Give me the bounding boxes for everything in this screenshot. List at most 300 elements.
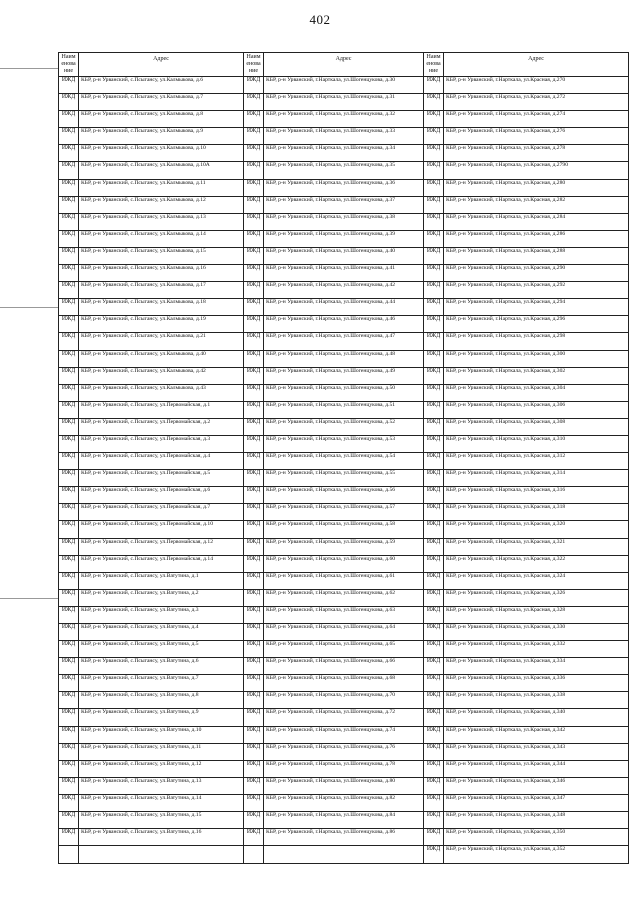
table-row — [59, 435, 629, 452]
cell-address: КБР, р-н Урванский, г.Нарткала, ул.Шогенцукова, д.57 — [264, 504, 424, 521]
cell-address: КБР, р-н Урванский, г.Нарткала, ул.Шогенцукова, д.65 — [264, 641, 424, 658]
cell-type: ИЖД — [424, 350, 444, 367]
cell-type: ИЖД — [59, 367, 79, 384]
cell-address: КБР, р-н Урванский, г.Нарткала, ул.Шогенцукова, д.80 — [264, 777, 424, 794]
cell-type: ИЖД — [244, 282, 264, 299]
table-row — [59, 812, 629, 829]
cell-type: ИЖД — [424, 675, 444, 692]
cell-address: КБР, р-н Урванский, г.Нарткала, ул.Красная, д.278 — [444, 145, 629, 162]
cell-address: КБР, р-н Урванский, г.Нарткала, ул.Шогенцукова, д.33 — [264, 128, 424, 145]
cell-address: КБР, р-н Урванский, г.Нарткала, ул.Красная, д.314 — [444, 470, 629, 487]
cell-type: ИЖД — [244, 162, 264, 179]
cell-address: КБР, р-н Урванский, г.Нарткала, ул.Красная, д.274 — [444, 111, 629, 128]
table-row — [59, 794, 629, 811]
cell-type: ИЖД — [424, 145, 444, 162]
cell-address: КБР, р-н Урванский, с.Псыгансу, ул.Первомайская, д.4 — [79, 453, 244, 470]
table-row — [59, 777, 629, 794]
cell-address: КБР, р-н Урванский, с.Псыгансу, ул.Ватутина, д.11 — [79, 743, 244, 760]
cell-type: ИЖД — [59, 196, 79, 213]
cell-type: ИЖД — [59, 282, 79, 299]
cell-type: ИЖД — [424, 418, 444, 435]
cell-address: КБР, р-н Урванский, г.Нарткала, ул.Шогенцукова, д.66 — [264, 658, 424, 675]
cell-type: ИЖД — [244, 128, 264, 145]
cell-address: КБР, р-н Урванский, г.Нарткала, ул.Красная, д.280 — [444, 179, 629, 196]
cell-type: ИЖД — [244, 555, 264, 572]
cell-address: КБР, р-н Урванский, г.Нарткала, ул.Красная, д.316 — [444, 487, 629, 504]
table-row — [59, 624, 629, 641]
cell-type: ИЖД — [244, 196, 264, 213]
cell-type: ИЖД — [244, 299, 264, 316]
table-row — [59, 196, 629, 213]
table-row — [59, 743, 629, 760]
cell-type: ИЖД — [424, 401, 444, 418]
cell-type: ИЖД — [59, 487, 79, 504]
table-body — [59, 77, 629, 864]
cell-type: ИЖД — [59, 111, 79, 128]
cell-address: КБР, р-н Урванский, г.Нарткала, ул.Шогенцукова, д.51 — [264, 401, 424, 418]
cell-type: ИЖД — [59, 453, 79, 470]
cell-type: ИЖД — [424, 299, 444, 316]
cell-type: ИЖД — [244, 367, 264, 384]
cell-address: КБР, р-н Урванский, г.Нарткала, ул.Красная, д.288 — [444, 247, 629, 264]
cell-address: КБР, р-н Урванский, с.Псыгансу, ул.Первомайская, д.14 — [79, 555, 244, 572]
cell-address: КБР, р-н Урванский, г.Нарткала, ул.Шогенцукова, д.42 — [264, 282, 424, 299]
cell-type: ИЖД — [244, 658, 264, 675]
cell-address: КБР, р-н Урванский, с.Псыгансу, ул.Калмыкова, д.42 — [79, 367, 244, 384]
table-row — [59, 77, 629, 94]
cell-type: ИЖД — [424, 265, 444, 282]
cell-type: ИЖД — [244, 265, 264, 282]
cell-address: КБР, р-н Урванский, г.Нарткала, ул.Шогенцукова, д.63 — [264, 606, 424, 623]
cell-type: ИЖД — [424, 794, 444, 811]
page-number: 402 — [309, 12, 331, 27]
cell-type: ИЖД — [244, 145, 264, 162]
cell-address: КБР, р-н Урванский, г.Нарткала, ул.Шогенцукова, д.37 — [264, 196, 424, 213]
cell-address: КБР, р-н Урванский, с.Псыгансу, ул.Ватутина, д.12 — [79, 760, 244, 777]
cell-type: ИЖД — [59, 829, 79, 846]
cell-address: КБР, р-н Урванский, г.Нарткала, ул.Шогенцукова, д.35 — [264, 162, 424, 179]
cell-address: КБР, р-н Урванский, с.Псыгансу, ул.Калмыкова, д.21 — [79, 333, 244, 350]
table-row — [59, 230, 629, 247]
table-row — [59, 128, 629, 145]
cell-type: ИЖД — [424, 812, 444, 829]
cell-address: КБР, р-н Урванский, г.Нарткала, ул.Шогенцукова, д.82 — [264, 794, 424, 811]
table-row — [59, 709, 629, 726]
cell-type — [244, 846, 264, 864]
cell-type: ИЖД — [59, 760, 79, 777]
table-row — [59, 675, 629, 692]
cell-address: КБР, р-н Урванский, г.Нарткала, ул.Шогенцукова, д.68 — [264, 675, 424, 692]
cell-address: КБР, р-н Урванский, г.Нарткала, ул.Шогенцукова, д.44 — [264, 299, 424, 316]
table-row — [59, 316, 629, 333]
cell-address: КБР, р-н Урванский, г.Нарткала, ул.Шогенцукова, д.86 — [264, 829, 424, 846]
cell-type: ИЖД — [59, 504, 79, 521]
cell-type: ИЖД — [59, 606, 79, 623]
cell-type: ИЖД — [244, 487, 264, 504]
cell-type: ИЖД — [59, 589, 79, 606]
cell-address: КБР, р-н Урванский, с.Псыгансу, ул.Калмыкова, д.9 — [79, 128, 244, 145]
cell-address: КБР, р-н Урванский, г.Нарткала, ул.Красная, д.326 — [444, 589, 629, 606]
cell-type: ИЖД — [244, 247, 264, 264]
table-row — [59, 572, 629, 589]
cell-address: КБР, р-н Урванский, с.Псыгансу, ул.Калмыкова, д.13 — [79, 213, 244, 230]
cell-address: КБР, р-н Урванский, г.Нарткала, ул.Красная, д.348 — [444, 812, 629, 829]
cell-address: КБР, р-н Урванский, г.Нарткала, ул.Красная, д.2790 — [444, 162, 629, 179]
cell-type: ИЖД — [59, 333, 79, 350]
cell-type: ИЖД — [424, 282, 444, 299]
cell-address: КБР, р-н Урванский, г.Нарткала, ул.Шогенцукова, д.36 — [264, 179, 424, 196]
cell-address: КБР, р-н Урванский, с.Псыгансу, ул.Калмыкова, д.12 — [79, 196, 244, 213]
cell-type: ИЖД — [244, 333, 264, 350]
cell-type: ИЖД — [244, 111, 264, 128]
cell-type: ИЖД — [424, 606, 444, 623]
cell-address: КБР, р-н Урванский, с.Псыгансу, ул.Первомайская, д.2 — [79, 418, 244, 435]
cell-address: КБР, р-н Урванский, с.Псыгансу, ул.Ватутина, д.10 — [79, 726, 244, 743]
cell-type: ИЖД — [59, 726, 79, 743]
cell-type: ИЖД — [424, 829, 444, 846]
table-row — [59, 692, 629, 709]
cell-address: КБР, р-н Урванский, с.Псыгансу, ул.Калмыкова, д.16 — [79, 265, 244, 282]
cell-address: КБР, р-н Урванский, г.Нарткала, ул.Шогенцукова, д.52 — [264, 418, 424, 435]
table-row — [59, 213, 629, 230]
cell-address: КБР, р-н Урванский, г.Нарткала, ул.Красная, д.347 — [444, 794, 629, 811]
cell-address: КБР, р-н Урванский, г.Нарткала, ул.Шогенцукова, д.47 — [264, 333, 424, 350]
cell-address: КБР, р-н Урванский, с.Псыгансу, ул.Калмыкова, д.14 — [79, 230, 244, 247]
cell-address: КБР, р-н Урванский, г.Нарткала, ул.Красная, д.343 — [444, 743, 629, 760]
cell-type: ИЖД — [424, 162, 444, 179]
cell-address: КБР, р-н Урванский, с.Псыгансу, ул.Калмыкова, д.18 — [79, 299, 244, 316]
cell-type: ИЖД — [424, 435, 444, 452]
table-row — [59, 179, 629, 196]
cell-address: КБР, р-н Урванский, г.Нарткала, ул.Шогенцукова, д.48 — [264, 350, 424, 367]
cell-address: КБР, р-н Урванский, г.Нарткала, ул.Шогенцукова, д.84 — [264, 812, 424, 829]
cell-type: ИЖД — [424, 624, 444, 641]
cell-type: ИЖД — [244, 504, 264, 521]
cell-type: ИЖД — [59, 538, 79, 555]
cell-address: КБР, р-н Урванский, г.Нарткала, ул.Красная, д.284 — [444, 213, 629, 230]
table-header-row — [59, 53, 629, 77]
cell-address: КБР, р-н Урванский, г.Нарткала, ул.Красная, д.306 — [444, 401, 629, 418]
cell-address — [79, 846, 244, 864]
cell-address: КБР, р-н Урванский, с.Псыгансу, ул.Ватутина, д.4 — [79, 624, 244, 641]
table-row — [59, 333, 629, 350]
header-type: Наим енова ние — [424, 53, 444, 77]
cell-type: ИЖД — [244, 453, 264, 470]
cell-type: ИЖД — [244, 589, 264, 606]
cell-type: ИЖД — [244, 812, 264, 829]
cell-type — [59, 846, 79, 864]
cell-address: КБР, р-н Урванский, г.Нарткала, ул.Шогенцукова, д.50 — [264, 384, 424, 401]
cell-address: КБР, р-н Урванский, г.Нарткала, ул.Красная, д.286 — [444, 230, 629, 247]
cell-address: КБР, р-н Урванский, с.Псыгансу, ул.Калмыкова, д.17 — [79, 282, 244, 299]
table-row — [59, 829, 629, 846]
cell-type: ИЖД — [424, 846, 444, 864]
cell-address: КБР, р-н Урванский, с.Псыгансу, ул.Ватутина, д.3 — [79, 606, 244, 623]
cell-address: КБР, р-н Урванский, г.Нарткала, ул.Шогенцукова, д.46 — [264, 316, 424, 333]
cell-type: ИЖД — [244, 829, 264, 846]
cell-address: КБР, р-н Урванский, с.Псыгансу, ул.Калмыкова, д.10А — [79, 162, 244, 179]
cell-type: ИЖД — [424, 316, 444, 333]
cell-type: ИЖД — [59, 794, 79, 811]
cell-type: ИЖД — [424, 726, 444, 743]
cell-type: ИЖД — [244, 675, 264, 692]
header-type: Наим енова ние — [244, 53, 264, 77]
header-type: Наим енова ние — [59, 53, 79, 77]
cell-address: КБР, р-н Урванский, г.Нарткала, ул.Шогенцукова, д.61 — [264, 572, 424, 589]
cell-type: ИЖД — [244, 213, 264, 230]
table-row — [59, 162, 629, 179]
cell-type: ИЖД — [424, 658, 444, 675]
cell-type: ИЖД — [424, 777, 444, 794]
cell-address: КБР, р-н Урванский, с.Псыгансу, ул.Ватутина, д.13 — [79, 777, 244, 794]
margin-line-left — [0, 598, 58, 599]
cell-type: ИЖД — [244, 435, 264, 452]
cell-type: ИЖД — [424, 538, 444, 555]
cell-type: ИЖД — [59, 247, 79, 264]
cell-type: ИЖД — [424, 367, 444, 384]
cell-address: КБР, р-н Урванский, г.Нарткала, ул.Шогенцукова, д.76 — [264, 743, 424, 760]
cell-address: КБР, р-н Урванский, г.Нарткала, ул.Красная, д.272 — [444, 94, 629, 111]
cell-address: КБР, р-н Урванский, г.Нарткала, ул.Шогенцукова, д.32 — [264, 111, 424, 128]
cell-address: КБР, р-н Урванский, с.Псыгансу, ул.Ватутина, д.14 — [79, 794, 244, 811]
cell-address: КБР, р-н Урванский, с.Псыгансу, ул.Первомайская, д.6 — [79, 487, 244, 504]
table-row — [59, 384, 629, 401]
cell-type: ИЖД — [424, 230, 444, 247]
cell-address: КБР, р-н Урванский, с.Псыгансу, ул.Калмыкова, д.19 — [79, 316, 244, 333]
cell-address: КБР, р-н Урванский, г.Нарткала, ул.Шогенцукова, д.60 — [264, 555, 424, 572]
cell-type: ИЖД — [244, 94, 264, 111]
cell-address: КБР, р-н Урванский, с.Псыгансу, ул.Ватутина, д.15 — [79, 812, 244, 829]
cell-type: ИЖД — [59, 658, 79, 675]
table-row — [59, 453, 629, 470]
cell-address: КБР, р-н Урванский, с.Псыгансу, ул.Ватутина, д.16 — [79, 829, 244, 846]
margin-line-left — [0, 307, 58, 308]
table-row — [59, 265, 629, 282]
cell-type: ИЖД — [244, 470, 264, 487]
cell-address: КБР, р-н Урванский, г.Нарткала, ул.Шогенцукова, д.58 — [264, 521, 424, 538]
cell-type: ИЖД — [59, 162, 79, 179]
cell-type: ИЖД — [244, 401, 264, 418]
cell-type: ИЖД — [59, 384, 79, 401]
cell-type: ИЖД — [59, 435, 79, 452]
cell-type: ИЖД — [244, 709, 264, 726]
cell-type: ИЖД — [244, 179, 264, 196]
cell-address: КБР, р-н Урванский, г.Нарткала, ул.Красная, д.282 — [444, 196, 629, 213]
cell-type: ИЖД — [59, 316, 79, 333]
cell-address: КБР, р-н Урванский, с.Псыгансу, ул.Калмыкова, д.8 — [79, 111, 244, 128]
cell-address: КБР, р-н Урванский, г.Нарткала, ул.Красная, д.276 — [444, 128, 629, 145]
cell-type: ИЖД — [244, 521, 264, 538]
cell-type: ИЖД — [424, 760, 444, 777]
cell-address: КБР, р-н Урванский, г.Нарткала, ул.Шогенцукова, д.41 — [264, 265, 424, 282]
cell-address: КБР, р-н Урванский, г.Нарткала, ул.Шогенцукова, д.59 — [264, 538, 424, 555]
cell-type: ИЖД — [59, 692, 79, 709]
cell-address: КБР, р-н Урванский, г.Нарткала, ул.Красная, д.344 — [444, 760, 629, 777]
cell-type: ИЖД — [244, 777, 264, 794]
cell-type: ИЖД — [424, 504, 444, 521]
cell-type: ИЖД — [244, 384, 264, 401]
table-row — [59, 401, 629, 418]
cell-address: КБР, р-н Урванский, с.Псыгансу, ул.Калмыкова, д.40 — [79, 350, 244, 367]
cell-address: КБР, р-н Урванский, г.Нарткала, ул.Шогенцукова, д.34 — [264, 145, 424, 162]
cell-type: ИЖД — [424, 521, 444, 538]
cell-type: ИЖД — [244, 743, 264, 760]
cell-type: ИЖД — [59, 743, 79, 760]
cell-type: ИЖД — [424, 128, 444, 145]
cell-type: ИЖД — [244, 692, 264, 709]
table-row — [59, 418, 629, 435]
cell-address: КБР, р-н Урванский, г.Нарткала, ул.Шогенцукова, д.62 — [264, 589, 424, 606]
cell-type: ИЖД — [59, 555, 79, 572]
cell-address: КБР, р-н Урванский, г.Нарткала, ул.Красная, д.302 — [444, 367, 629, 384]
cell-type: ИЖД — [424, 247, 444, 264]
table-row — [59, 538, 629, 555]
cell-type: ИЖД — [244, 316, 264, 333]
cell-address: КБР, р-н Урванский, г.Нарткала, ул.Шогенцукова, д.55 — [264, 470, 424, 487]
table-row — [59, 367, 629, 384]
cell-address: КБР, р-н Урванский, г.Нарткала, ул.Красная, д.270 — [444, 77, 629, 94]
cell-address: КБР, р-н Урванский, г.Нарткала, ул.Красная, д.350 — [444, 829, 629, 846]
cell-type: ИЖД — [59, 213, 79, 230]
cell-address: КБР, р-н Урванский, г.Нарткала, ул.Красная, д.292 — [444, 282, 629, 299]
cell-address: КБР, р-н Урванский, г.Нарткала, ул.Шогенцукова, д.53 — [264, 435, 424, 452]
cell-type: ИЖД — [424, 94, 444, 111]
cell-address — [264, 846, 424, 864]
cell-address: КБР, р-н Урванский, с.Псыгансу, ул.Ватутина, д.9 — [79, 709, 244, 726]
cell-type: ИЖД — [424, 641, 444, 658]
cell-type: ИЖД — [244, 350, 264, 367]
cell-type: ИЖД — [244, 794, 264, 811]
cell-type: ИЖД — [244, 230, 264, 247]
margin-line-left — [0, 68, 58, 69]
cell-address: КБР, р-н Урванский, с.Псыгансу, ул.Калмыкова, д.43 — [79, 384, 244, 401]
cell-type: ИЖД — [424, 77, 444, 94]
cell-address: КБР, р-н Урванский, г.Нарткала, ул.Красная, д.336 — [444, 675, 629, 692]
cell-address: КБР, р-н Урванский, г.Нарткала, ул.Шогенцукова, д.72 — [264, 709, 424, 726]
cell-address: КБР, р-н Урванский, с.Псыгансу, ул.Ватутина, д.2 — [79, 589, 244, 606]
cell-address: КБР, р-н Урванский, г.Нарткала, ул.Красная, д.332 — [444, 641, 629, 658]
table-row — [59, 589, 629, 606]
table-row — [59, 521, 629, 538]
cell-type: ИЖД — [424, 555, 444, 572]
cell-address: КБР, р-н Урванский, г.Нарткала, ул.Шогенцукова, д.30 — [264, 77, 424, 94]
cell-type: ИЖД — [59, 470, 79, 487]
cell-type: ИЖД — [244, 418, 264, 435]
cell-type: ИЖД — [59, 572, 79, 589]
cell-address: КБР, р-н Урванский, г.Нарткала, ул.Красная, д.330 — [444, 624, 629, 641]
cell-address: КБР, р-н Урванский, г.Нарткала, ул.Красная, д.338 — [444, 692, 629, 709]
cell-address: КБР, р-н Урванский, с.Псыгансу, ул.Ватутина, д.5 — [79, 641, 244, 658]
cell-address: КБР, р-н Урванский, г.Нарткала, ул.Шогенцукова, д.39 — [264, 230, 424, 247]
cell-type: ИЖД — [59, 418, 79, 435]
cell-address: КБР, р-н Урванский, г.Нарткала, ул.Красная, д.352 — [444, 846, 629, 864]
cell-type: ИЖД — [424, 333, 444, 350]
cell-type: ИЖД — [59, 709, 79, 726]
cell-address: КБР, р-н Урванский, г.Нарткала, ул.Красная, д.312 — [444, 453, 629, 470]
cell-address: КБР, р-н Урванский, с.Псыгансу, ул.Первомайская, д.1 — [79, 401, 244, 418]
cell-address: КБР, р-н Урванский, с.Псыгансу, ул.Первомайская, д.3 — [79, 435, 244, 452]
cell-address: КБР, р-н Урванский, г.Нарткала, ул.Красная, д.308 — [444, 418, 629, 435]
cell-address: КБР, р-н Урванский, г.Нарткала, ул.Шогенцукова, д.56 — [264, 487, 424, 504]
cell-type: ИЖД — [59, 675, 79, 692]
cell-address: КБР, р-н Урванский, г.Нарткала, ул.Красная, д.321 — [444, 538, 629, 555]
cell-address: КБР, р-н Урванский, г.Нарткала, ул.Шогенцукова, д.74 — [264, 726, 424, 743]
cell-type: ИЖД — [424, 572, 444, 589]
cell-type: ИЖД — [244, 624, 264, 641]
cell-address: КБР, р-н Урванский, г.Нарткала, ул.Красная, д.322 — [444, 555, 629, 572]
cell-address: КБР, р-н Урванский, г.Нарткала, ул.Красная, д.304 — [444, 384, 629, 401]
cell-address: КБР, р-н Урванский, г.Нарткала, ул.Красная, д.290 — [444, 265, 629, 282]
cell-type: ИЖД — [424, 384, 444, 401]
table-row — [59, 350, 629, 367]
cell-type: ИЖД — [59, 299, 79, 316]
cell-type: ИЖД — [424, 213, 444, 230]
cell-type: ИЖД — [244, 77, 264, 94]
cell-type: ИЖД — [59, 94, 79, 111]
table-row — [59, 846, 629, 864]
cell-address: КБР, р-н Урванский, с.Псыгансу, ул.Калмыкова, д.11 — [79, 179, 244, 196]
cell-address: КБР, р-н Урванский, г.Нарткала, ул.Шогенцукова, д.31 — [264, 94, 424, 111]
cell-address: КБР, р-н Урванский, с.Псыгансу, ул.Ватутина, д.1 — [79, 572, 244, 589]
cell-address: КБР, р-н Урванский, с.Псыгансу, ул.Первомайская, д.7 — [79, 504, 244, 521]
cell-type: ИЖД — [244, 726, 264, 743]
cell-type: ИЖД — [59, 265, 79, 282]
table-row — [59, 641, 629, 658]
cell-address: КБР, р-н Урванский, г.Нарткала, ул.Красная, д.342 — [444, 726, 629, 743]
cell-address: КБР, р-н Урванский, г.Нарткала, ул.Красная, д.346 — [444, 777, 629, 794]
table-row — [59, 145, 629, 162]
cell-address: КБР, р-н Урванский, г.Нарткала, ул.Красная, д.318 — [444, 504, 629, 521]
cell-address: КБР, р-н Урванский, с.Псыгансу, ул.Калмыкова, д.7 — [79, 94, 244, 111]
cell-address: КБР, р-н Урванский, с.Псыгансу, ул.Первомайская, д.10 — [79, 521, 244, 538]
cell-address: КБР, р-н Урванский, г.Нарткала, ул.Красная, д.324 — [444, 572, 629, 589]
cell-type: ИЖД — [59, 777, 79, 794]
cell-address: КБР, р-н Урванский, г.Нарткала, ул.Шогенцукова, д.70 — [264, 692, 424, 709]
cell-type: ИЖД — [59, 230, 79, 247]
cell-type: ИЖД — [244, 760, 264, 777]
cell-address: КБР, р-н Урванский, с.Псыгансу, ул.Калмыкова, д.10 — [79, 145, 244, 162]
cell-address: КБР, р-н Урванский, с.Псыгансу, ул.Ватутина, д.8 — [79, 692, 244, 709]
cell-address: КБР, р-н Урванский, г.Нарткала, ул.Шогенцукова, д.49 — [264, 367, 424, 384]
cell-type: ИЖД — [244, 641, 264, 658]
table-row — [59, 247, 629, 264]
cell-type: ИЖД — [244, 606, 264, 623]
table-row — [59, 658, 629, 675]
cell-address: КБР, р-н Урванский, г.Нарткала, ул.Шогенцукова, д.38 — [264, 213, 424, 230]
cell-type: ИЖД — [59, 145, 79, 162]
table-row — [59, 760, 629, 777]
address-table — [58, 52, 629, 864]
table-row — [59, 282, 629, 299]
cell-address: КБР, р-н Урванский, г.Нарткала, ул.Красная, д.294 — [444, 299, 629, 316]
table-row — [59, 606, 629, 623]
header-address: Адрес — [264, 53, 424, 77]
cell-type: ИЖД — [424, 453, 444, 470]
header-address: Адрес — [444, 53, 629, 77]
cell-type: ИЖД — [59, 128, 79, 145]
cell-type: ИЖД — [424, 589, 444, 606]
cell-address: КБР, р-н Урванский, с.Псыгансу, ул.Калмыкова, д.15 — [79, 247, 244, 264]
cell-address: КБР, р-н Урванский, г.Нарткала, ул.Красная, д.300 — [444, 350, 629, 367]
cell-address: КБР, р-н Урванский, г.Нарткала, ул.Шогенцукова, д.64 — [264, 624, 424, 641]
header-address: Адрес — [79, 53, 244, 77]
cell-type: ИЖД — [59, 812, 79, 829]
cell-type: ИЖД — [244, 572, 264, 589]
table-row — [59, 94, 629, 111]
cell-address: КБР, р-н Урванский, с.Псыгансу, ул.Ватутина, д.7 — [79, 675, 244, 692]
cell-address: КБР, р-н Урванский, г.Нарткала, ул.Шогенцукова, д.78 — [264, 760, 424, 777]
cell-address: КБР, р-н Урванский, г.Нарткала, ул.Шогенцукова, д.54 — [264, 453, 424, 470]
